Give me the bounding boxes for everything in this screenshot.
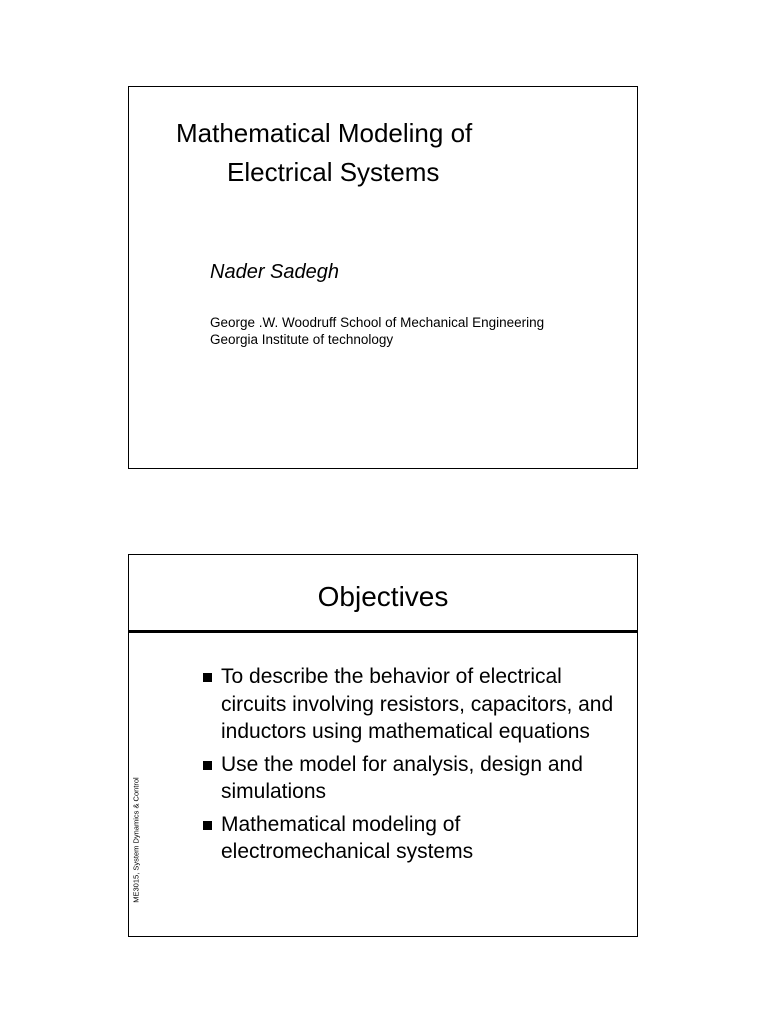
title-divider [129, 630, 637, 633]
slide-title-line-1: Mathematical Modeling of [176, 118, 473, 148]
objectives-title: Objectives [317, 581, 449, 612]
list-item [201, 663, 621, 746]
list-item [201, 751, 621, 806]
slide-title-line-2: Electrical Systems [227, 157, 440, 187]
objectives-list [201, 663, 621, 871]
course-side-label-text: ME3015, System Dynamics & Control [131, 777, 141, 903]
affiliation-line-2: Georgia Institute of technology [210, 332, 394, 347]
title-slide [128, 86, 638, 469]
list-item [201, 811, 621, 866]
author-name: Nader Sadegh [210, 261, 339, 283]
bullet-text: Mathematical modeling of electromechanical systems [221, 812, 474, 863]
affiliation-line-1: George .W. Woodruff School of Mechanical Engineering [210, 315, 545, 330]
bullet-text: Use the model for analysis, design and simulations [221, 752, 583, 803]
square-bullet-icon [203, 673, 212, 682]
objectives-slide [128, 554, 638, 937]
bullet-text: To describe the behavior of electrical circuits involving resistors, capacitors, and inductors using mathematical equations [221, 665, 614, 743]
square-bullet-icon [203, 761, 212, 770]
square-bullet-icon [203, 821, 212, 830]
